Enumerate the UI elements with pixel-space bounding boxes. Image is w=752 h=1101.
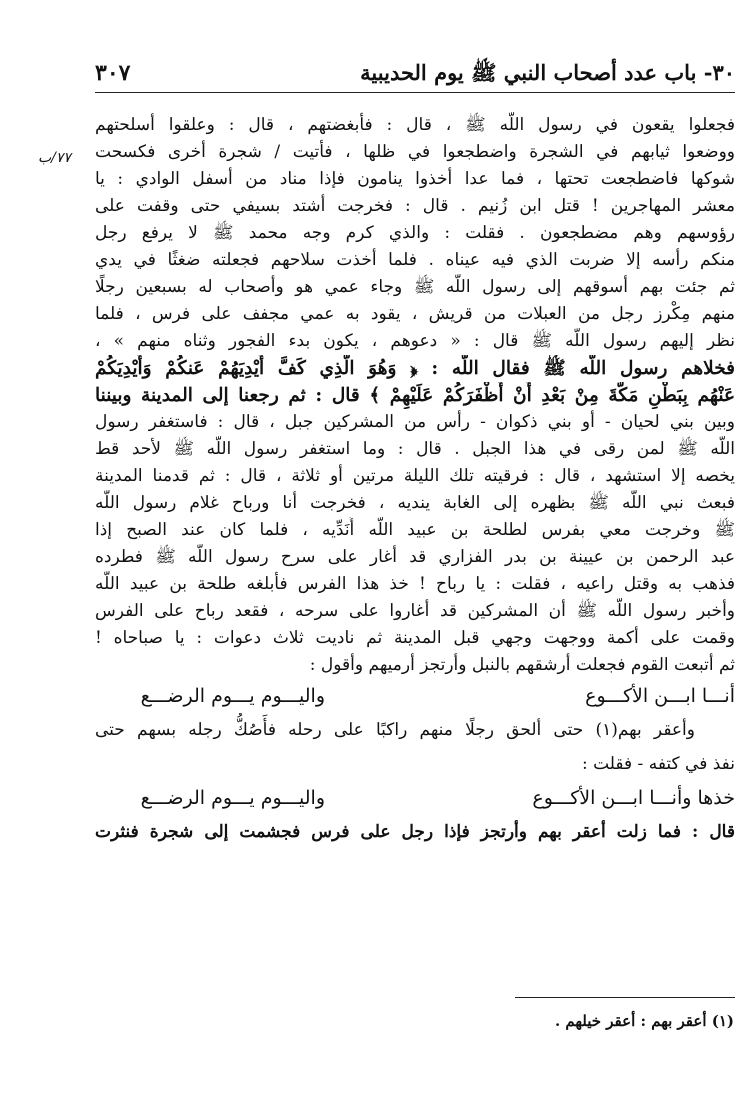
text-line: معشر المهاجرين ! قتل ابن زُنيم . قال : فخرجت أشتد بسيفي حتى وقفت على <box>95 196 735 216</box>
text-line: نظر إليهم رسول اللّه ﷺ قال : « دعوهم ، يكون بدء الفجور وثناه منهم » ، <box>95 331 735 351</box>
text-line: اللّه ﷺ لمن رقى في هذا الجبل . قال : وما استغفر رسول اللّه ﷺ لأحد قط <box>95 439 735 459</box>
poem-verse-2 <box>95 781 735 815</box>
text-line: ووضعوا ثيابهم في الشجرة واضطجعوا في ظلها ، فأتيت / شجرة أخرى فكسحت <box>95 142 735 162</box>
text-line: عبد الرحمن بن عيينة بن بدر الفزاري قد أغار على سرح رسول اللّه ﷺ فطرده <box>95 547 735 567</box>
quran-line: فخلاهم رسول اللّه ﷺ فقال اللّه : ﴿ وَهُوَ الَّذِي كَفَّ أَيْدِيَهُمْ عَنكُمْ وَأَيْدِيَكُمْ <box>95 358 735 379</box>
text-line: قال : فما زلت أعقر بهم وأرتجز فإذا رجل على فرس فجشمت إلى شجرة فنثرت <box>95 822 735 842</box>
text-line: فذهب به وقتل راعيه ، فقلت : يا رباح ! خذ هذا الفرس فأبلغه طلحة بن عبيد اللّه <box>95 574 735 594</box>
text-line: وأخبر رسول اللّه ﷺ أن المشركين قد أغاروا على سرحه ، فقعد رباح على الفرس <box>95 601 735 621</box>
page-number: ٣٠٧ <box>95 60 131 86</box>
chapter-title: ٣٠- باب عدد أصحاب النبي ﷺ يوم الحديبية <box>360 60 735 85</box>
quran-line: عَنْهُم بِبَطْنِ مَكَّةَ مِنْ بَعْدِ أَنْ أَظْفَرَكُمْ عَلَيْهِمْ ﴾ قال : ثم رجعنا إلى المدينة وبيننا <box>95 385 735 406</box>
text-line: وقمت على أكمة ووجهت وجهي قبل المدينة ثم ناديت ثلاث دعوات : يا صباحاه ! <box>95 628 735 648</box>
text-line: منكم رأسه إلا ضربت الذي فيه عيناه . فلما أخذت سلاحهم فجعلته ضغثًا في يدي <box>95 250 735 270</box>
poem-hemistich-1: أنـــا ابـــن الأكـــوع <box>585 685 735 707</box>
text-line: شوكها فاضطجعت تحتها ، فما عدا أخذوا ينامون فإذا مناد من أسفل الوادي : يا <box>95 169 735 189</box>
footnote-divider <box>515 997 735 998</box>
text-line: يخصه إلا استشهد ، قال : فرقيته تلك الليلة مرتين أو ثلاثة ، قال : ثم قدمنا المدينة <box>95 466 735 486</box>
manuscript-folio-note: ٧٧/ب <box>38 150 71 166</box>
text-line: ﷺ وخرجت معي بفرس لطلحة بن عبيد اللّه أُنَدِّيه ، فلما كان عند الصبح إذا <box>95 520 735 540</box>
text-line: وأعقر بهم(١) حتى ألحق رجلًا منهم راكبًا على رحله فأَصُكُّ رجله بسهم حتى <box>95 720 695 740</box>
text-line: ثم جئت بهم أسوقهم إلى رسول اللّه ﷺ وجاء عمي هو وأصحاب له بسبعين رجلًا <box>95 277 735 297</box>
text-line: فجعلوا يقعون في رسول اللّه ﷺ ، قال : فأبغضتهم ، قال : وعلقوا أسلحتهم <box>95 115 735 135</box>
poem-hemistich-3: خذها وأنـــا ابـــن الأكـــوع <box>532 787 735 809</box>
poem-hemistich-2: واليـــوم يـــوم الرضـــع <box>140 685 325 707</box>
text-line: ثم أتبعت القوم فجعلت أرشقهم بالنبل وأرتجز أرميهم وأقول : <box>309 655 735 675</box>
poem-hemistich-4: واليـــوم يـــوم الرضـــع <box>140 787 325 809</box>
poem-verse-1 <box>95 679 735 713</box>
page-header <box>95 60 735 94</box>
text-line: نفذ في كتفه - فقلت : <box>581 754 735 774</box>
main-text <box>95 112 735 849</box>
text-line: فبعث نبي اللّه ﷺ بظهره إلى الغابة ينديه ، فخرجت أنا ورباح غلام رسول اللّه <box>95 493 735 513</box>
text-line: رؤوسهم وهم مضطجعون . فقلت : والذي كرم وجه محمد ﷺ لا يرفع رجل <box>95 223 735 243</box>
header-divider <box>95 92 735 93</box>
footnote: (١) أعقر بهم : أعقر خيلهم . <box>554 1012 734 1030</box>
text-line: وبين بني لحيان - أو بني ذكوان - رأس من المشركين جبل ، قال : فاستغفر رسول <box>95 412 735 432</box>
text-line: منهم مِكْرز رجل من العبلات من قريش ، يقود به عمي مجفف على فرس ، فلما <box>95 304 735 324</box>
